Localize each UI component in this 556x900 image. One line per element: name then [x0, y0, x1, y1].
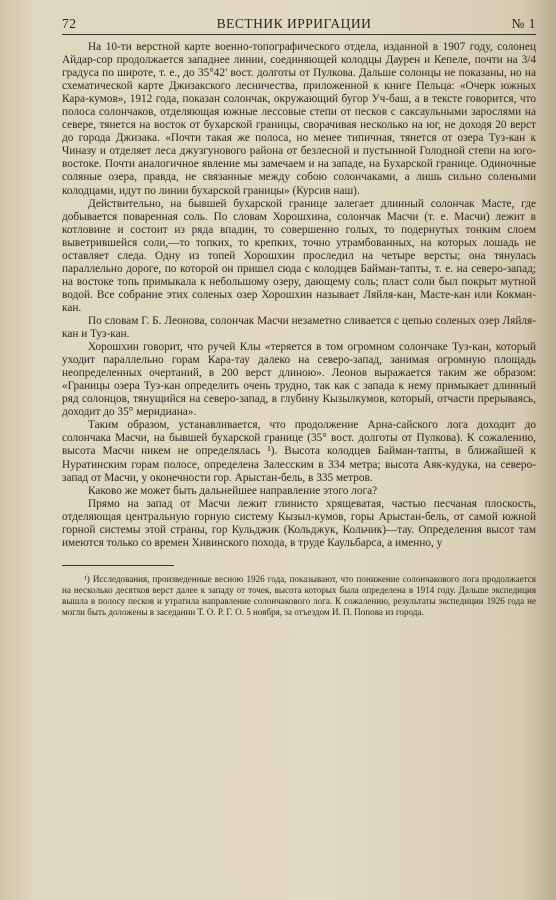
paragraph-3: По словам Г. Б. Леонова, солончак Масчи незаметно сливается с цепью соленых озер Ляйля-кан и Туз-кан. [62, 314, 536, 341]
paragraph-5: Таким образом, устанавливается, что продолжение Арна-сайского лога доходит до солончака Масчи, на бывшей бухарской границе (35° вост. долготы от Пулкова). К сожалению, высота Масчи никем не определялась ¹). Высота колодцев Байман-тапты, в ближайшей к Нуратинским горам полосе, определена Залесским в 334 метра; высота Аяк-кудука, на северо-запад от Масчи, у оконечности гор. Арыстан-бель, в 335 метров. [62, 419, 536, 484]
page-header [62, 16, 536, 35]
paragraph-1: На 10-ти верстной карте военно-топографического отдела, изданной в 1907 году, солонец Айдар-сор продолжается западнее линии, соединяющей колодцы Даурен и Кепеле, почти на 3/4 градуса по широте, т. е., до 35°42' вост. долготы от Пулкова. Дальше солонцы не показаны, но на схематической карте Джизакского лесничества, приложенной к книге Пельца: «Очерк южных Кара-кумов», 1912 года, показан солончак, окружающий бугор Уч-баш, а в тексте говорится, что полоса солончаков, отделяющая южные лессовые степи от песков с саксаульными зарослями на севере, тянется на восток от бухарской границы, сворачивая несколько на юг, не доходя 20 верст до города Джизака. «Почти такая же полоса, но менее типичная, тянется от озера Туз-кан к Чиназу и отделяет леса джузгунового района от безлесной и пустынной Голодной степи на юго-востоке. Почти аналогичное явление мы замечаем и на западе, на Бухарской границе. Одиночные соляные озера, правда, не связанные между собою солончаками, а лишь сильно солеными колодцами, идут по линии бухарской границы» (Курсив наш). [62, 41, 536, 197]
article-body [62, 41, 536, 550]
issue-number: № 1 [511, 16, 536, 31]
paragraph-7: Прямо на запад от Масчи лежит глинисто хрящеватая, частью песчаная плоскость, отделяющая центральную горную систему Кызыл-кумов, горы Арыстан-бель, от самой южной горной системы этой страны, гор Кульджик (Кольджук, Кольчик)—тау. Определения высот там имеются только со времен Хивинского похода, в труде Каульбарса, а именно, у [62, 497, 536, 549]
footnote-divider [62, 565, 174, 566]
page-number: 72 [62, 16, 77, 31]
paragraph-4: Хорошхин говорит, что ручей Клы «теряется в том огромном солончаке Туз-кан, который уходит параллельно горам Кара-тау далеко на северо-запад, занимая огромную площадь неопределенных очертаний, в 200 верст длиною». Леонов выражается таким же образом: «Границы озера Туз-кан определить очень трудно, так как с запада к нему примыкает длинный ряд солонцов, тянущийся на северо-запад, в глубину Кызылкумов, который, отчасти прерываясь, доходит до 35° меридиана». [62, 341, 536, 419]
footnote: ¹) Исследования, произведенные весною 1926 года, показывают, что понижение солончакового лога продолжается на несколько десятков верст далее к западу от точек, высота которых была определена в 1914 году. Дальше экспедиция вышла в полосу песков и утратила направление солончакового лога. К сожалению, результаты экспедиции 1926 года не могли быть доложены в заседании Т. О. Р. Г. О. 5 ноября, за отъездом И. П. Попова из города. [62, 573, 536, 618]
journal-title: ВЕСТНИК ИРРИГАЦИИ [216, 16, 372, 31]
paragraph-6: Каково же может быть дальнейшее направление этого лога? [88, 484, 378, 497]
paragraph-2: Действительно, на бывшей бухарской границе залегает длинный солончак Масте, где добывается поваренная соль. По словам Хорошхина, солончак Масчи (т. е. Масчи) лежит в котловине и состоит из ряда впадин, то совершенно голых, то подернутых тонким слоем выветрившейся соли,—то топких, то крепких, точно утрамбованных, на которых лошадь не оставляет следа. Одну из топей Хорошхин проследил на четыре версты; она тянулась параллельно дороге, по которой он пришел сюда с колодцев Байман-тапты, т. е. на северо-запад; на востоке топь примыкала к небольшому озеру, дающему соль; пласт соли был покрыт мутной водой. Все собрание этих соленых озер Хорошхин называет Ляйля-кан, Масте-кан или Кокман-кан. [62, 197, 536, 314]
